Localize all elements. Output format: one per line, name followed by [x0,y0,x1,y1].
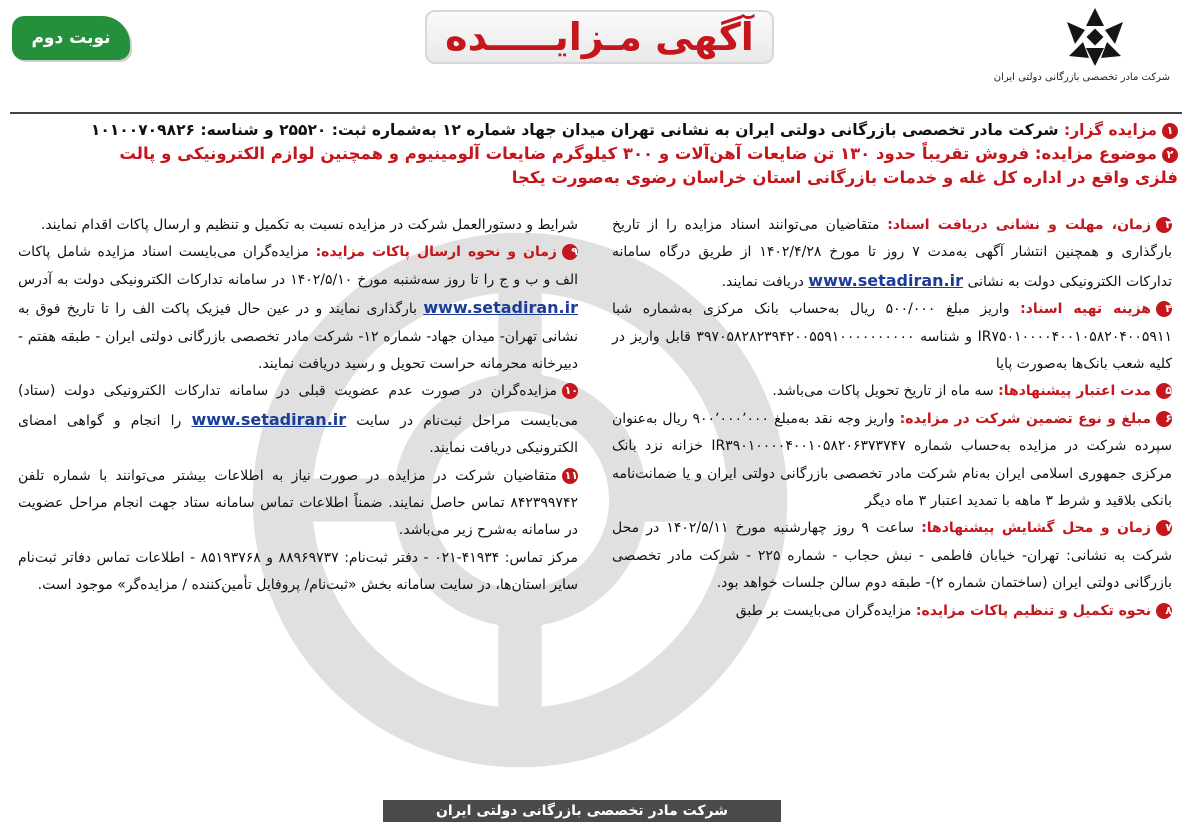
setadiran-link[interactable]: www.setadiran.ir [191,409,347,429]
item-label: مزایده گزار: [1064,121,1157,139]
item-text: مزایده‌گران می‌بایست اسناد مزایده شامل پاکات الف و ب و ج را تا روز سه‌شنبه مورخ ۱۴۰۲/۵/۱۰ در سامانه تدارکات الکترونیکی دولت به آدرس [18,244,578,288]
item-label: موضوع مزایده: [1034,144,1157,163]
item-6 [612,406,1172,516]
item-number: ۵ [1156,383,1172,399]
item-7 [612,515,1172,597]
header [0,0,1192,108]
item-label: زمان و نحوه ارسال پاکات مزایده: [315,244,557,261]
company-logo [993,6,1170,102]
item-number: ۶ [1156,411,1172,427]
item-text: سه ماه از تاریخ تحویل پاکات می‌باشد. [772,383,999,400]
item-text: بارگذاری نمایند و در عین حال فیزیک پاکت الف را تا تاریخ فوق به نشانی تهران- میدان جهاد- شماره ۱۲- شرکت مادر تخصصی بازرگانی دولتی ایران - طبقه هفتم - دبیرخانه محرمانه حراست تحویل و رسید دریافت نمایند. [18,301,578,373]
footer-company-name: شرکت مادر تخصصی بازرگانی دولتی ایران [383,800,781,822]
item-text: دریافت نمایند. [721,273,809,290]
header-divider [10,112,1182,114]
item-text: فروش تقریباً حدود ۱۳۰ تن ضایعات آهن‌آلات و ۳۰۰ کیلوگرم ضایعات آلومینیوم و همچنین لوازم الکترونیکی و پالت [119,144,1035,163]
item-label: زمان، مهلت و نشانی دریافت اسناد: [887,217,1151,233]
item-text: ساعت ۹ روز چهارشنبه مورخ ۱۴۰۲/۵/۱۱ در محل شرکت به نشانی: تهران- خیابان فاطمی - نبش حجاب - شماره ۲۲۵ - شرکت مادر تخصصی بازرگانی دولتی ایران (ساختمان شماره ۲)- طبقه دوم سالن جلسات خواهد بود. [612,520,1172,592]
intro-section [14,118,1178,190]
item-text: را انجام و گواهی امضای الکترونیکی دریافت نمایند. [18,412,578,457]
contact-info: مرکز تماس: ۴۱۹۳۴-۰۲۱ - دفتر ثبت‌نام: ۸۸۹۶۹۷۳۷ و ۸۵۱۹۳۷۶۸ - اطلاعات تماس دفاتر ثبت‌نام سایر استان‌ها، در سایت سامانه بخش «ثبت‌نام/ پروفایل تأمین‌کننده / مزایده‌گر» موجود است. [18,549,578,594]
item-text: واریز وجه نقد به‌مبلغ ۹۰۰٬۰۰۰٬۰۰۰ ریال به‌عنوان سپرده شرکت در مزایده به‌حساب شماره IR۳۹۰۱۰۰۰۰۴۰۰۱۰۵۸۲۰۶۳۷۳۷۴۷ خزانه نزد بانک مرکزی جمهوری اسلامی ایران به‌نام شرکت مادر تخصصی بازرگانی دولتی ایران و یا ضمانت‌نامه بانکی بلاقید و شرط ۳ ماهه با تمدید اعتبار ۳ ماه دیگر [612,410,1173,510]
setadiran-link[interactable]: www.setadiran.ir [808,270,963,290]
subject-line [14,142,1178,166]
item-label: مبلغ و نوع تضمین شرکت در مزایده: [899,410,1151,427]
item-number: ۳ [1156,217,1172,233]
item-number: ۴ [1156,301,1172,317]
item-number: ۱۱ [562,468,578,484]
auctioneer-line [14,118,1178,142]
item-9 [18,239,578,378]
item-text: مزایده‌گران می‌بایست بر طبق [735,602,916,619]
item-number: ۷ [1156,520,1172,536]
subject-line-2: فلزی واقع در اداره کل غله و خدمات بازرگانی استان خراسان رضوی به‌صورت یکجا [511,168,1178,187]
item-text: متقاضیان شرکت در مزایده در صورت نیاز به اطلاعات بیشتر می‌توانند با شماره تلفن ۸۴۲۳۹۹۷۴۲ تماس حاصل نمایند. ضمناً اطلاعات تماس سامانه ستاد جهت انجام مراحل عضویت در سامانه به‌شرح زیر می‌باشد. [18,467,578,539]
item-8-continued: شرایط و دستورالعمل شرکت در مزایده نسبت به تکمیل و تنظیم و ارسال پاکات اقدام نمایند. [40,217,578,233]
item-3 [612,212,1172,296]
item-10 [18,378,578,462]
item-11 [18,463,578,545]
item-number: ۲ [1162,147,1178,163]
item-5 [612,378,1172,405]
notice-turn-badge: نوبت دوم [12,16,130,60]
item-8 [612,598,1172,625]
item-text: مزایده‌گران در صورت عدم عضویت قبلی در سامانه تدارکات الکترونیکی دولت (ستاد) می‌بایست مراحل ثبت‌نام در سایت [18,383,578,429]
left-column [18,212,578,600]
item-text: شرکت مادر تخصصی بازرگانی دولتی ایران به نشانی تهران میدان جهاد شماره ۱۲ به‌شماره ثبت: ۲۵۵۲۰ و شناسه: ۱۰۱۰۰۷۰۹۸۲۶ [90,121,1065,139]
item-label: مدت اعتبار پیشنهادها: [998,383,1151,400]
item-text: متقاضیان می‌توانند اسناد مزایده را از تاریخ بارگذاری و همچنین انتشار آگهی به‌مدت ۷ روز تا مورخ ۱۴۰۲/۴/۲۸ از طریق درگاه سامانه تدارکات الکترونیکی دولت به نشانی [612,217,1172,290]
item-number: ۱۰ [562,383,578,399]
setadiran-link[interactable]: www.setadiran.ir [423,298,578,318]
page-title: آگهی مـزایـــــده [425,10,774,64]
item-label: زمان و محل گشایش پیشنهادها: [921,520,1151,537]
item-4 [612,296,1172,378]
item-label: نحوه تکمیل و تنظیم پاکات مزایده: [915,602,1151,619]
item-label: هزینه تهیه اسناد: [1020,301,1151,318]
item-text: واریز مبلغ ۵۰۰/۰۰۰ ریال به‌حساب بانک مرکزی به‌شماره شبا IR۷۵۰۱۰۰۰۰۴۰۰۱۰۵۸۲۰۴۰۰۵۹۱۱ و شناسه ۳۹۷۰۵۸۲۸۲۳۹۴۲۰۰۵۵۹۱۰۰۰۰۰۰۰۰۰۰ قابل واریز در کلیه شعب بانک‌ها به‌صورت پایا [612,301,1172,373]
item-number: ۹ [562,244,578,260]
item-number: ۱ [1162,123,1178,139]
logo-emblem-icon [1063,6,1127,68]
item-number: ۸ [1156,603,1172,619]
right-column [612,212,1172,625]
logo-caption: شرکت مادر تخصصی بازرگانی دولتی ایران [993,72,1170,83]
